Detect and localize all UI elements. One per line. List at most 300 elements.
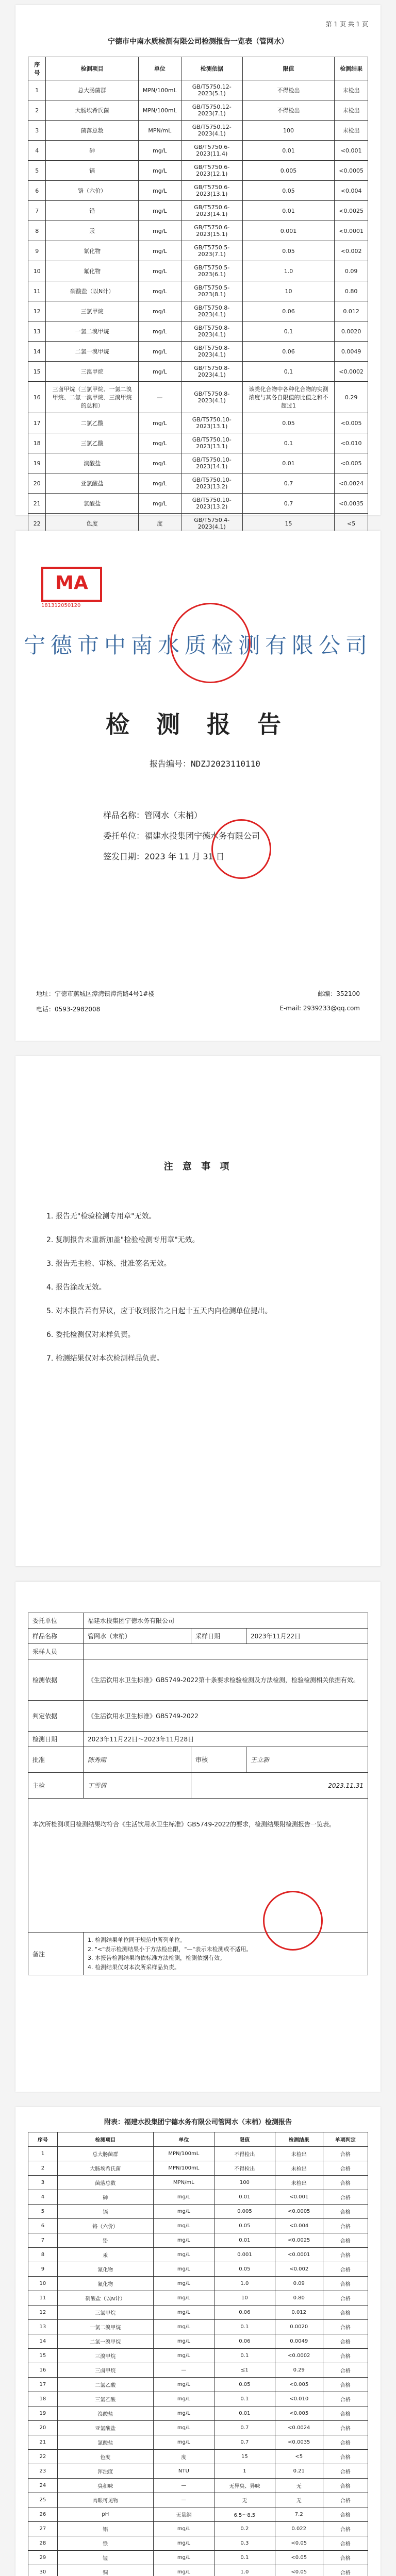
table-cell: 不得检出 [242, 80, 335, 100]
table-cell: GB/T5750.8-2023(4.1) [181, 321, 242, 342]
table-cell: 三卤甲烷 [57, 2363, 153, 2378]
judge-label: 判定依据 [28, 1701, 84, 1732]
period-label: 检测日期 [28, 1732, 84, 1747]
table-cell: 0.1 [242, 433, 335, 453]
table-cell: 29 [28, 2551, 58, 2565]
remark-item: 4. 检测结果仅对本次所采样品负责。 [88, 1963, 180, 1971]
table-cell: 合格 [323, 2248, 368, 2262]
table-cell: <0.0005 [275, 2205, 323, 2219]
table-cell: 1 [28, 2147, 58, 2161]
table-cell: 铬（六价） [57, 2219, 153, 2233]
column-header: 检测结果 [335, 57, 368, 80]
table-cell: 0.022 [275, 2522, 323, 2536]
table-cell: <0.0024 [335, 473, 368, 494]
table-row [28, 2334, 368, 2349]
table-cell: 合格 [323, 2190, 368, 2205]
table-row [28, 2378, 368, 2392]
table-cell: 15 [242, 514, 335, 534]
table-cell: GB/T5750.6-2023(12.1) [181, 161, 242, 181]
page-report-summary [15, 1582, 381, 2092]
table-cell: 未检出 [275, 2161, 323, 2176]
table-row [28, 281, 368, 301]
table-cell: — [153, 2479, 214, 2493]
table-cell: 合格 [323, 2306, 368, 2320]
table-cell: GB/T5750.8-2023(4.1) [181, 382, 242, 413]
table-cell: 0.0049 [275, 2334, 323, 2349]
table-cell: 22 [28, 2450, 58, 2464]
table-cell: 15 [28, 362, 46, 382]
table-cell: 0.1 [214, 2349, 275, 2363]
table-cell: 0.06 [214, 2334, 275, 2349]
page-cover [15, 531, 381, 1041]
table-cell: 合格 [323, 2464, 368, 2479]
table-cell: 合格 [323, 2147, 368, 2161]
table-cell: <0.05 [275, 2551, 323, 2565]
table-cell: 合格 [323, 2406, 368, 2421]
company-name: 宁德市中南水质检测有限公司 [23, 633, 372, 658]
table-cell: mg/L [138, 181, 181, 201]
table-cell: 二氯一溴甲烷 [57, 2334, 153, 2349]
table-cell: mg/L [138, 161, 181, 181]
table-cell: 氰化物 [46, 241, 138, 261]
table-cell: mg/L [138, 473, 181, 494]
table-row [28, 2349, 368, 2363]
table-cell: GB/T5750.12-2023(4.1) [181, 121, 242, 141]
period-value: 2023年11月22日～2023年11月28日 [84, 1732, 368, 1747]
table-cell: GB/T5750.10-2023(13.1) [181, 413, 242, 433]
table-cell: 17 [28, 413, 46, 433]
table-cell: 未检出 [275, 2176, 323, 2190]
table-row [28, 362, 368, 382]
signer3-value: 丁雪倩 [84, 1773, 191, 1799]
table-cell: pH [57, 2507, 153, 2522]
issue-date [103, 850, 224, 862]
table-cell: 6 [28, 2219, 58, 2233]
table-cell: 0.0020 [335, 321, 368, 342]
logo-text: MA [55, 572, 88, 594]
table-cell: GB/T5750.12-2023(5.1) [181, 80, 242, 100]
table-cell: 合格 [323, 2161, 368, 2176]
table-cell: 硝酸盐（以N计） [46, 281, 138, 301]
table-cell: 13 [28, 2320, 58, 2334]
table-cell: 0.29 [275, 2363, 323, 2378]
table-cell: mg/L [153, 2233, 214, 2248]
table-cell: 16 [28, 2363, 58, 2378]
table-cell: 4 [28, 2190, 58, 2205]
table-cell: GB/T5750.6-2023(11.4) [181, 141, 242, 161]
table-cell: 5 [28, 161, 46, 181]
signer1-label: 批准 [28, 1747, 84, 1773]
table-cell: 菌落总数 [57, 2176, 153, 2190]
table-cell: mg/L [153, 2421, 214, 2435]
table-cell: 未检出 [275, 2147, 323, 2161]
table-cell: 0.1 [214, 2392, 275, 2406]
table-cell: 11 [28, 2291, 58, 2306]
table-row [28, 2493, 368, 2507]
table-row [28, 2320, 368, 2334]
table-cell: 0.05 [214, 2378, 275, 2392]
table-cell: 三氯乙酸 [46, 433, 138, 453]
table-cell: GB/T5750.5-2023(7.1) [181, 241, 242, 261]
table-cell: 7 [28, 2233, 58, 2248]
cma-logo [41, 567, 102, 602]
table-row [28, 321, 368, 342]
table-cell: 0.005 [242, 161, 335, 181]
table-cell: 15 [214, 2450, 275, 2464]
table-cell: 2 [28, 2161, 58, 2176]
table-cell: 铁 [57, 2536, 153, 2551]
table-cell: 度 [153, 2450, 214, 2464]
table-cell: GB/T5750.10-2023(14.1) [181, 453, 242, 473]
telephone: 电话：0593-2982008 [36, 1006, 101, 1013]
table-cell: 23 [28, 2464, 58, 2479]
table-cell: 19 [28, 2406, 58, 2421]
table-row [28, 2161, 368, 2176]
table-cell: GB/T5750.10-2023(13.1) [181, 433, 242, 453]
table-cell: 合格 [323, 2205, 368, 2219]
table-cell: <0.0035 [275, 2435, 323, 2450]
table-cell: 合格 [323, 2565, 368, 2576]
table-cell: 亚氯酸盐 [46, 473, 138, 494]
table-cell: 20 [28, 2421, 58, 2435]
table-cell: 合格 [323, 2378, 368, 2392]
table-cell: 0.29 [335, 382, 368, 413]
table-cell: 氟化物 [46, 261, 138, 281]
sample-date-value: 2023年11月22日 [246, 1629, 368, 1644]
table-cell: 19 [28, 453, 46, 473]
table-cell: 氟化物 [57, 2277, 153, 2291]
issue-seal [211, 819, 271, 879]
column-header: 单位 [138, 57, 181, 80]
table-cell: 3 [28, 121, 46, 141]
table-cell: 14 [28, 2334, 58, 2349]
table-cell: mg/L [153, 2262, 214, 2277]
table-row [28, 2363, 368, 2378]
table-cell: 12 [28, 2306, 58, 2320]
table-cell: mg/L [153, 2248, 214, 2262]
table-row [28, 2277, 368, 2291]
report-number-value: NDZJ2023110110 [191, 759, 260, 769]
table-cell: MPN/100mL [138, 80, 181, 100]
table-cell: 0.7 [242, 494, 335, 514]
table-cell: 大肠埃希氏菌 [46, 100, 138, 121]
table-cell: mg/L [138, 281, 181, 301]
table-cell: <0.005 [275, 2378, 323, 2392]
table-cell: 三氯甲烷 [46, 301, 138, 321]
table-row [28, 2306, 368, 2320]
table-cell: 0.001 [214, 2248, 275, 2262]
table-cell: 合格 [323, 2320, 368, 2334]
table-cell: 臭和味 [57, 2479, 153, 2493]
column-header: 检测结果 [275, 2132, 323, 2147]
client-name-value: 福建水投集团宁德水务有限公司 [144, 831, 260, 841]
table-cell: 色度 [57, 2450, 153, 2464]
sample-name-label: 样品名称： [103, 810, 145, 820]
table-cell: 0.05 [214, 2219, 275, 2233]
table-cell: 13 [28, 321, 46, 342]
table-cell: 氯酸盐 [46, 494, 138, 514]
table-cell: 0.80 [275, 2291, 323, 2306]
table-cell: 砷 [46, 141, 138, 161]
table-cell: mg/L [153, 2190, 214, 2205]
table-cell: 镉 [57, 2205, 153, 2219]
table-cell: <0.0001 [335, 221, 368, 241]
logo-number: 181312050120 [41, 603, 81, 608]
table-cell: GB/T5750.6-2023(14.1) [181, 201, 242, 221]
table-cell: 合格 [323, 2176, 368, 2190]
client-label: 委托单位 [28, 1613, 84, 1629]
table-cell: GB/T5750.12-2023(7.1) [181, 100, 242, 121]
table-cell: 合格 [323, 2392, 368, 2406]
remark-item: 3. 本报告检测结果均依标准方法检测，检测依据有效。 [88, 1955, 225, 1962]
table-row [28, 2551, 368, 2565]
table-cell: 10 [28, 261, 46, 281]
table-cell: MPN/100mL [153, 2147, 214, 2161]
table-cell: 铅 [46, 201, 138, 221]
table-cell: 无 [214, 2493, 275, 2507]
table-cell: 0.7 [242, 473, 335, 494]
table-cell: <0.05 [275, 2536, 323, 2551]
table-cell: 铜 [57, 2565, 153, 2576]
table-cell: 氯酸盐 [57, 2435, 153, 2450]
table-cell: 15 [28, 2349, 58, 2363]
table-cell: 二氯乙酸 [57, 2378, 153, 2392]
table-cell: <0.004 [335, 181, 368, 201]
column-header: 序号 [28, 57, 46, 80]
remark-item: 1. 检测结果单位同于规范中所列单位。 [88, 1937, 186, 1943]
table-cell: — [138, 382, 181, 413]
table-cell: <0.001 [275, 2190, 323, 2205]
table-cell: 0.21 [275, 2464, 323, 2479]
table-cell: mg/L [138, 261, 181, 281]
table-cell: 0.1 [242, 321, 335, 342]
table-cell: 0.7 [214, 2421, 275, 2435]
table-cell: MPN/100mL [153, 2161, 214, 2176]
table-cell: — [153, 2493, 214, 2507]
table-row [28, 100, 368, 121]
table-row [28, 2406, 368, 2421]
table-cell: 铅 [57, 2233, 153, 2248]
table-cell: 1 [28, 80, 46, 100]
report-number [150, 757, 260, 769]
standard-label: 检测依据 [28, 1659, 84, 1701]
table-cell: <5 [335, 514, 368, 534]
table-cell: 合格 [323, 2349, 368, 2363]
table-cell: <0.0002 [275, 2349, 323, 2363]
table-row [28, 2392, 368, 2406]
table-cell: 二氯乙酸 [46, 413, 138, 433]
notice-item: 3. 报告无主检、审核、批准签名无效。 [46, 1260, 171, 1268]
table-cell: mg/L [138, 241, 181, 261]
table-row [28, 221, 368, 241]
table-cell: 6 [28, 181, 46, 201]
column-header: 单位 [153, 2132, 214, 2147]
sample-value: 管网水（末梢） [84, 1629, 191, 1644]
table-cell: 无异臭、异味 [214, 2479, 275, 2493]
table-cell: 24 [28, 2479, 58, 2493]
table-cell: 一氯二溴甲烷 [57, 2320, 153, 2334]
table-cell: <0.010 [335, 433, 368, 453]
table-cell: 0.7 [214, 2435, 275, 2450]
table-cell: 氰化物 [57, 2262, 153, 2277]
table-cell: 22 [28, 514, 46, 534]
table-cell: 0.06 [242, 342, 335, 362]
column-header: 检测项目 [46, 57, 138, 80]
table-cell: 2 [28, 100, 46, 121]
page-notice [15, 1056, 381, 1566]
table-row [28, 201, 368, 221]
table-cell: <0.0002 [335, 362, 368, 382]
table-row [28, 80, 368, 100]
table-cell: <0.0025 [335, 201, 368, 221]
notice-item: 4. 报告涂改无效。 [46, 1283, 106, 1292]
table-cell: mg/L [153, 2306, 214, 2320]
table-row [28, 2507, 368, 2522]
remark-item: 2. "<"表示检测结果小于方法检出限，"—"表示未检测或不适用。 [88, 1945, 252, 1953]
table-row [28, 2464, 368, 2479]
table-row [28, 2565, 368, 2576]
table-row [28, 181, 368, 201]
table-cell: GB/T5750.5-2023(8.1) [181, 281, 242, 301]
table-cell: mg/L [138, 141, 181, 161]
table-cell: 汞 [57, 2248, 153, 2262]
table-cell: 0.01 [214, 2406, 275, 2421]
table-cell: 溴酸盐 [46, 453, 138, 473]
table-cell: <0.002 [275, 2262, 323, 2277]
table-row [28, 2435, 368, 2450]
table-cell: 16 [28, 382, 46, 413]
table-cell: 合格 [323, 2522, 368, 2536]
table-cell: 0.01 [242, 141, 335, 161]
notice-item: 7. 检测结果仅对本次检测样品负责。 [46, 1354, 164, 1363]
table-cell: 合格 [323, 2421, 368, 2435]
table-cell: 100 [242, 121, 335, 141]
table-cell: mg/L [138, 413, 181, 433]
table-row [28, 2421, 368, 2435]
table-cell: 1.0 [242, 261, 335, 281]
table-cell: mg/L [138, 453, 181, 473]
notice-item: 5. 对本报告若有异议，应于收到报告之日起十五天内向检测单位提出。 [46, 1307, 272, 1315]
table-cell: 0.2 [214, 2522, 275, 2536]
column-header: 检测依据 [181, 57, 242, 80]
table-cell: 11 [28, 281, 46, 301]
table-cell: 0.1 [242, 362, 335, 382]
table-cell: 未检出 [335, 80, 368, 100]
table-cell: 铝 [57, 2522, 153, 2536]
email: E-mail: 2939233@qq.com [279, 1005, 360, 1012]
table-cell: 一氯二溴甲烷 [46, 321, 138, 342]
table-cell: 30 [28, 2565, 58, 2576]
table-cell: 10 [242, 281, 335, 301]
table-cell: 4 [28, 141, 46, 161]
table-cell: MPN/mL [153, 2176, 214, 2190]
table-cell: mg/L [153, 2378, 214, 2392]
table-row [28, 2205, 368, 2219]
page-summary-table-1 [15, 5, 381, 530]
table-cell: 溴酸盐 [57, 2406, 153, 2421]
table-row [28, 161, 368, 181]
table-cell: mg/L [138, 362, 181, 382]
table-cell: 合格 [323, 2479, 368, 2493]
table-cell: mg/L [153, 2320, 214, 2334]
table-cell: 21 [28, 494, 46, 514]
client-value: 福建水投集团宁德水务有限公司 [84, 1613, 368, 1629]
table-cell: mg/L [153, 2277, 214, 2291]
table-cell: 度 [138, 514, 181, 534]
table-cell: 0.1 [214, 2551, 275, 2565]
table-cell: 砷 [57, 2190, 153, 2205]
table-cell: 1.0 [214, 2277, 275, 2291]
table-cell: 0.06 [242, 301, 335, 321]
table-cell: mg/L [138, 201, 181, 221]
report-number-label: 报告编号： [150, 759, 191, 769]
table-cell: 镉 [46, 161, 138, 181]
table-cell: 合格 [323, 2233, 368, 2248]
table-cell: <0.0025 [275, 2233, 323, 2248]
table-cell: mg/L [138, 342, 181, 362]
table-cell: 合格 [323, 2507, 368, 2522]
table-cell: 0.06 [214, 2306, 275, 2320]
table-cell: <0.0035 [335, 494, 368, 514]
table-cell: GB/T5750.4-2023(4.1) [181, 514, 242, 534]
address: 地址：宁德市蕉城区漳湾镇漳湾路4号1#楼 [36, 990, 155, 997]
table-cell: 三卤甲烷（三氯甲烷、一氯二溴甲烷、二氯一溴甲烷、三溴甲烷的总和） [46, 382, 138, 413]
table-row [28, 2536, 368, 2551]
table-row [28, 473, 368, 494]
column-header: 检测项目 [57, 2132, 153, 2147]
table-row [28, 2233, 368, 2248]
table-cell: mg/L [138, 321, 181, 342]
table-cell: 三氯乙酸 [57, 2392, 153, 2406]
table-cell: 7.2 [275, 2507, 323, 2522]
table-cell: 6.5～8.5 [214, 2507, 275, 2522]
page-title: 宁德市中南水质检测有限公司检测报告一览表（管网水） [108, 38, 288, 46]
sample-date-label: 采样日期 [191, 1629, 246, 1644]
table-cell: 0.80 [335, 281, 368, 301]
table-cell: GB/T5750.10-2023(13.2) [181, 494, 242, 514]
table-cell: 0.05 [242, 181, 335, 201]
signer3-label: 主检 [28, 1773, 84, 1799]
table-row [28, 453, 368, 473]
table-cell: 20 [28, 473, 46, 494]
table-cell: 未检出 [335, 121, 368, 141]
issue-date-label: 签发日期： [103, 852, 145, 861]
table-cell: GB/T5750.10-2023(13.2) [181, 473, 242, 494]
table-cell: 7 [28, 201, 46, 221]
table-cell: 硝酸盐（以N计） [57, 2291, 153, 2306]
table-cell: 1.0 [214, 2565, 275, 2576]
table-cell: 0.1 [214, 2320, 275, 2334]
sample-label: 样品名称 [28, 1629, 84, 1644]
table-cell: 0.012 [275, 2306, 323, 2320]
table-cell: 0.05 [242, 413, 335, 433]
table-row [28, 2450, 368, 2464]
table-cell: <0.0024 [275, 2421, 323, 2435]
table-cell: 合格 [323, 2291, 368, 2306]
table-cell: 18 [28, 433, 46, 453]
signer2-value: 王立新 [246, 1747, 368, 1773]
table-cell: 菌落总数 [46, 121, 138, 141]
table-cell: 合格 [323, 2277, 368, 2291]
table-cell: 0.0020 [275, 2320, 323, 2334]
table-cell: 0.01 [214, 2233, 275, 2248]
column-header: 单项判定 [323, 2132, 368, 2147]
table-cell: — [153, 2363, 214, 2378]
table-cell: 肉眼可见物 [57, 2493, 153, 2507]
table-row [28, 2176, 368, 2190]
table-row [28, 241, 368, 261]
table-row [28, 301, 368, 321]
